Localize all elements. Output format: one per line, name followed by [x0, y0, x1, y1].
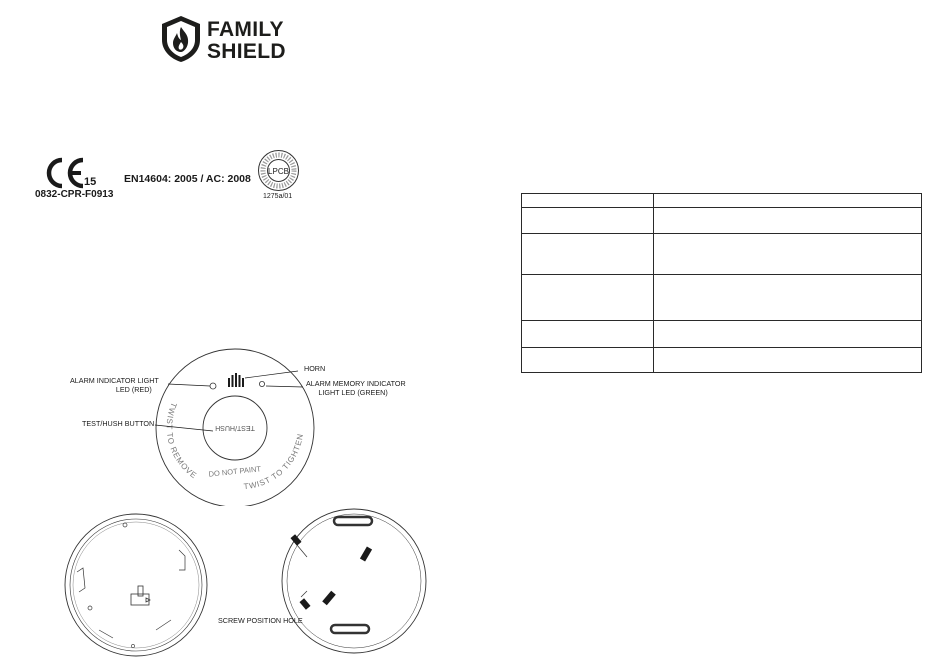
table-cell: [522, 275, 654, 321]
shield-flame-icon: [160, 14, 202, 64]
table-cell: [522, 321, 654, 348]
table-cell: [522, 208, 654, 234]
alarm-indicator-label: ALARM INDICATOR LIGHT LED (RED): [70, 376, 159, 394]
table-row: [522, 275, 922, 321]
test-hush-label: TEST/HUSH BUTTON: [82, 419, 155, 428]
standard-reference: EN14604: 2005 / AC: 2008: [124, 173, 251, 185]
table-row: [522, 321, 922, 348]
detector-front-diagram: [140, 346, 330, 506]
table-row: [522, 194, 922, 208]
screw-slot-bottom: [331, 625, 369, 633]
logo-word-family: FAMILY: [207, 18, 284, 41]
table-row: [522, 234, 922, 275]
cpr-code: 0832-CPR-F0913: [35, 189, 114, 200]
button-text: TEST/HUSH: [215, 424, 255, 431]
detector-back-diagram: [61, 510, 211, 660]
horn-label: HORN: [304, 364, 326, 373]
ring-text-left: TWIST TO REMOVE: [164, 401, 199, 481]
ce-notified-body-number: 15: [84, 176, 97, 188]
specification-table: [521, 193, 922, 373]
ring-text-right: TWIST TO TIGHTEN: [243, 432, 305, 492]
table-cell: [654, 275, 922, 321]
table-cell: [654, 194, 922, 208]
table-cell: [522, 348, 654, 373]
table-cell: [654, 208, 922, 234]
table-cell: [522, 194, 654, 208]
screw-hole-label: SCREW POSITION HOLE: [218, 616, 303, 625]
family-shield-logo: [160, 14, 310, 66]
table-row: [522, 348, 922, 373]
lpcb-label: LPCB: [268, 167, 289, 176]
ring-text-bottom: DO NOT PAINT: [208, 464, 262, 479]
screw-slot-top: [334, 517, 372, 525]
table-cell: [654, 348, 922, 373]
lpcb-seal-icon: [256, 148, 301, 193]
table-row: [522, 208, 922, 234]
table-cell: [522, 234, 654, 275]
memory-indicator-label: ALARM MEMORY INDICATOR LIGHT LED (GREEN): [306, 379, 406, 397]
table-cell: [654, 321, 922, 348]
logo-word-shield: SHIELD: [207, 40, 286, 63]
mounting-base-diagram: [279, 503, 429, 659]
lpcb-certificate-number: 1275a/01: [263, 193, 293, 200]
table-cell: [654, 234, 922, 275]
